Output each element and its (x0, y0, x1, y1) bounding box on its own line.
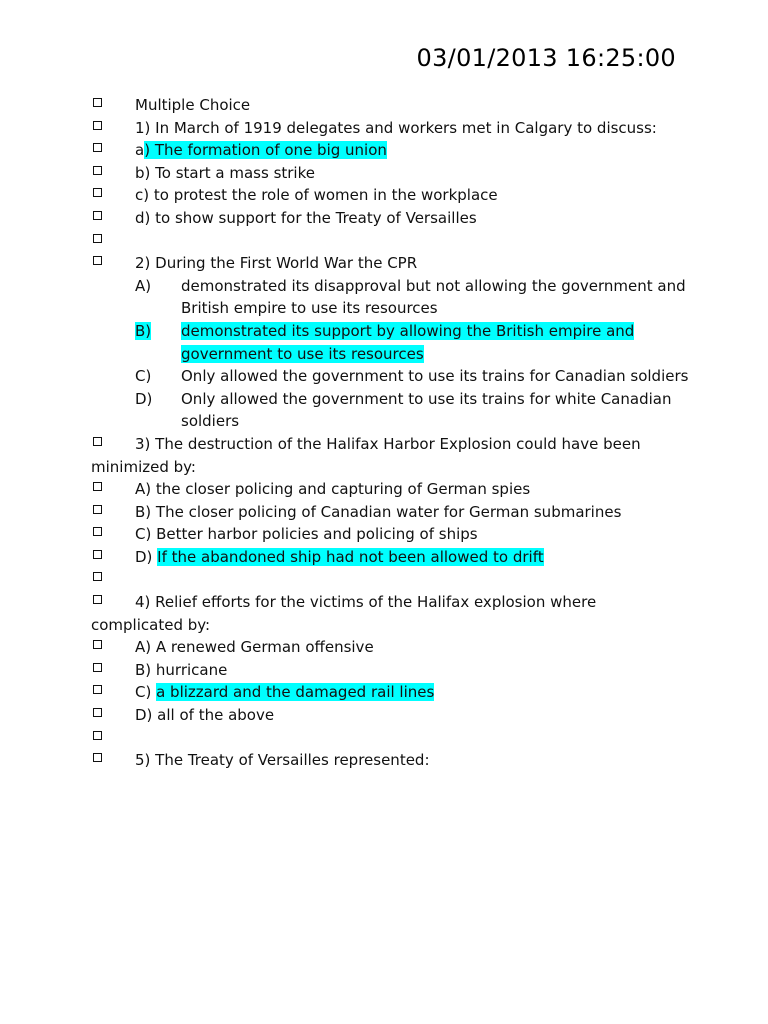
highlighted-answer: If the abandoned ship had not been allowed to drift (157, 547, 544, 566)
checkbox-bullet-icon (93, 595, 102, 604)
list-item (91, 207, 691, 230)
list-item (91, 591, 691, 614)
q3-option-c: C) Better harbor policies and policing of ships (135, 525, 478, 544)
q3-option-d (135, 548, 544, 566)
list-item (91, 523, 691, 546)
list-item-continuation (91, 456, 691, 479)
q2-option-d (91, 388, 691, 433)
q4-option-c-prefix: C) (135, 683, 157, 702)
q4-option-c (135, 683, 434, 701)
checkbox-bullet-icon (93, 731, 102, 740)
q2-option-c (91, 365, 691, 388)
option-label: C) (135, 367, 152, 386)
q1-option-c: c) to protest the role of women in the workplace (135, 186, 498, 205)
question-5: 5) The Treaty of Versailles represented: (135, 751, 430, 770)
checkbox-bullet-icon (93, 482, 102, 491)
q4-option-a: A) A renewed German offensive (135, 638, 374, 657)
list-item (91, 636, 691, 659)
q1-option-b: b) To start a mass strike (135, 163, 315, 182)
checkbox-bullet-icon (93, 437, 102, 446)
option-label: A) (135, 276, 152, 295)
highlighted-answer: demonstrated its support by allowing the British empire and government to use its resources (181, 321, 635, 363)
highlighted-answer: a blizzard and the damaged rail lines (156, 683, 435, 702)
list-item (91, 659, 691, 682)
checkbox-bullet-icon (93, 166, 102, 175)
list-item (91, 433, 691, 456)
list-item (91, 749, 691, 772)
list-item (91, 162, 691, 185)
checkbox-bullet-icon (93, 753, 102, 762)
list-item (91, 230, 691, 253)
q2-option-a (91, 275, 691, 320)
option-text: Only allowed the government to use its trains for Canadian soldiers (181, 367, 689, 386)
list-item (91, 117, 691, 140)
checkbox-bullet-icon (93, 640, 102, 649)
checkbox-bullet-icon (93, 143, 102, 152)
checkbox-bullet-icon (93, 98, 102, 107)
list-item (91, 501, 691, 524)
q2-option-b (91, 320, 691, 365)
option-label: D) (135, 389, 153, 408)
q1-option-a-prefix: a (135, 141, 145, 160)
question-1: 1) In March of 1919 delegates and workers met in Calgary to discuss: (135, 118, 657, 137)
q3-option-d-prefix: D) (135, 547, 158, 566)
list-item (91, 184, 691, 207)
document-timestamp: 03/01/2013 16:25:00 (416, 44, 676, 72)
question-4-continued: complicated by: (91, 615, 211, 634)
q4-option-d: D) all of the above (135, 706, 275, 725)
list-item (91, 727, 691, 750)
q3-option-b: B) The closer policing of Canadian water for German submarines (135, 502, 622, 521)
option-text: Only allowed the government to use its trains for white Canadian soldiers (181, 389, 672, 431)
checkbox-bullet-icon (93, 256, 102, 265)
checkbox-bullet-icon (93, 685, 102, 694)
list-item (91, 94, 691, 117)
question-4: 4) Relief efforts for the victims of the Halifax explosion where (135, 593, 597, 612)
question-3-continued: minimized by: (91, 457, 196, 476)
section-heading: Multiple Choice (135, 96, 251, 114)
checkbox-bullet-icon (93, 211, 102, 220)
list-item (91, 546, 691, 569)
q1-option-a (135, 141, 387, 159)
checkbox-bullet-icon (93, 708, 102, 717)
checkbox-bullet-icon (93, 663, 102, 672)
question-2: 2) During the First World War the CPR (135, 254, 418, 273)
highlighted-answer: ) The formation of one big union (144, 141, 387, 160)
option-text: demonstrated its disapproval but not allowing the government and British empire to use its resources (181, 276, 686, 318)
list-item (91, 568, 691, 591)
quiz-content (91, 94, 691, 772)
checkbox-bullet-icon (93, 234, 102, 243)
list-item (91, 681, 691, 704)
q4-option-b: B) hurricane (135, 660, 228, 679)
option-label: B) (135, 321, 152, 340)
checkbox-bullet-icon (93, 121, 102, 130)
q3-option-a: A) the closer policing and capturing of German spies (135, 480, 531, 499)
list-item (91, 252, 691, 275)
checkbox-bullet-icon (93, 188, 102, 197)
list-item (91, 478, 691, 501)
checkbox-bullet-icon (93, 527, 102, 536)
checkbox-bullet-icon (93, 550, 102, 559)
question-3: 3) The destruction of the Halifax Harbor Explosion could have been (135, 434, 641, 453)
list-item (91, 704, 691, 727)
checkbox-bullet-icon (93, 505, 102, 514)
list-item-continuation (91, 614, 691, 637)
list-item (91, 139, 691, 162)
checkbox-bullet-icon (93, 572, 102, 581)
q1-option-d: d) to show support for the Treaty of Versailles (135, 208, 477, 227)
